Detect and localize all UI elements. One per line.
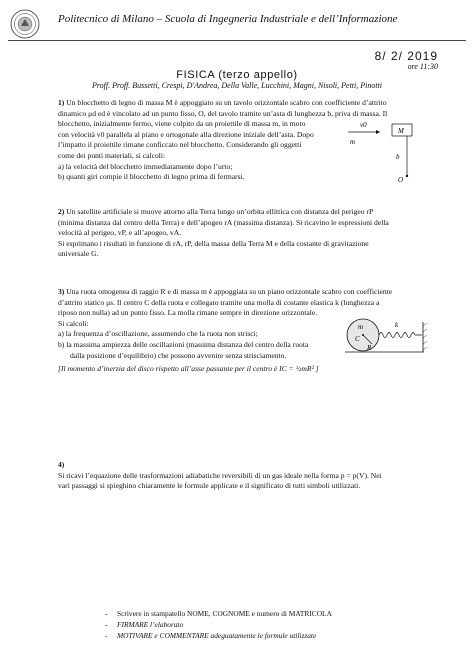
problem-3-note: [Il momento d’inerzia del disco rispetto all’asse passante per il centro è IC = ½mR² ] [58, 364, 319, 374]
exam-title: FISICA (terzo appello) [176, 69, 298, 81]
institution-header: Politecnico di Milano – Scuola di Ingegneria Industriale e dell’Informazione [58, 13, 398, 25]
problem-3-line-4: Si calcoli: [58, 318, 89, 328]
problem-2 [58, 207, 440, 260]
fig3-C-label: C [355, 335, 360, 343]
problem-1-item-a: a) la velocità del blocchetto immediatamente dopo l’urto; [58, 161, 233, 171]
problem-4-line-1: Si ricavi l’equazione delle trasformazioni adiabatiche reversibili di un gas ideale nella forma p = p(V). Nei [58, 470, 382, 480]
problem-2-line-3: velocità al perigeo, vP, e all’apogeo, vA. [58, 228, 182, 238]
problem-4 [58, 460, 440, 492]
fig3-k-label: k [395, 321, 399, 329]
problem-1-item-b: b) quanti giri compie il blocchetto di legno prima di fermarsi. [58, 172, 245, 182]
problem-1-line-5: l’impatto il proiettile rimane conficcato nel blocchetto. Considerando gli oggetti [58, 140, 302, 150]
problem-2-line-1: 2) Un satellite artificiale si muove attorno alla Terra lungo un’orbita ellittica con distanza del perigeo rP [58, 207, 374, 216]
problem-1-figure [340, 118, 420, 188]
footer-line-2: - FIRMARE l’elaborato [105, 620, 184, 629]
footer-line-3: - MOTIVARE e COMMENTARE adeguatamente le formule utilizzate [105, 631, 317, 640]
problem-2-line-4: Si esprimano i risultati in funzione di rA, rP, della massa della Terra M e della costante di gravitazione [58, 238, 369, 248]
fig3-R-label: R [367, 344, 372, 352]
exam-time: ore 11:30 [407, 62, 438, 71]
fig1-pivot [406, 175, 408, 177]
fig1-M-label: M [398, 127, 404, 135]
problem-1-line-4: con velocità v0 parallela al piano e ortogonale alla direzione iniziale dell’asta. Dopo [58, 129, 314, 139]
fig1-b-label: b [396, 153, 400, 161]
fig1-m-label: m [350, 138, 356, 146]
fig3-spring [379, 333, 422, 338]
header-divider [8, 40, 466, 41]
footer-line-1: - Scrivere in stampatello NOME, COGNOME e numero di MATRICOLA [105, 609, 332, 618]
problem-1-line-3: blocchetto, inizialmente fermo, viene colpito da un proiettile di massa m, in moto [58, 119, 306, 129]
exam-date: 8/ 2/ 2019 [374, 49, 438, 63]
problem-2-line-2: (minima distanza dal centro della Terra) e dell’apogeo rA (massima distanza). Si ricavino le espressioni della [58, 217, 389, 227]
problem-1-line-6: come dei punti materiali, si calcoli: [58, 150, 166, 160]
problem-3-item-b-cont: dalla posizione d’equilibrio) che possono avvenire senza strisciamento. [70, 350, 287, 360]
problem-1-line-1: 1) Un blocchetto di legno di massa M è appoggiato su un tavolo orizzontale scabro con coefficiente d’attrito [58, 98, 387, 107]
footer-instructions [105, 608, 332, 641]
problem-3-item-a: a) la frequenza d’oscillazione, assumendo che la ruota non strisci; [58, 329, 258, 339]
problem-1-line-2: dinamico μd ed è vincolato ad un punto fisso, O, del tavolo tramite un’asta di lunghezza b, priva di massa. Il [58, 108, 388, 118]
fig3-m-label: m [358, 323, 364, 331]
fig1-O-label: O [398, 176, 404, 184]
problem-3-figure [345, 318, 435, 360]
problem-3-item-b: b) la massima ampiezza delle oscillazioni (massima distanza del centro della ruota [58, 339, 309, 349]
problem-2-line-5: universale G. [58, 249, 99, 259]
problem-3-line-1: 3) Una ruota omogenea di raggio R e di massa m è appoggiata su un piano orizzontale scabro con coefficiente [58, 287, 393, 296]
problem-3-line-2: d’attrito statico μs. Il centro C della ruota e collegato tramite una molla di costante elastica k (lunghezza a [58, 297, 380, 307]
problem-3-line-3: riposo non nulla) ad un punto fisso. La molla rimane sempre in direzione orizzontale. [58, 308, 318, 318]
professors-list: Proff. Proff. Bussetti, Crespi, D'Andrea, Della Valle, Lucchini, Magni, Nisoli, Petti, Pinotti [91, 81, 383, 90]
university-seal-icon [10, 9, 40, 39]
fig1-v0-label: v0 [360, 121, 367, 129]
problem-4-number: 4) [58, 460, 65, 469]
problem-4-line-2: vari passaggi si spieghino chiaramente le formule applicate e il significato di tutti simboli utilizzati. [58, 481, 361, 491]
